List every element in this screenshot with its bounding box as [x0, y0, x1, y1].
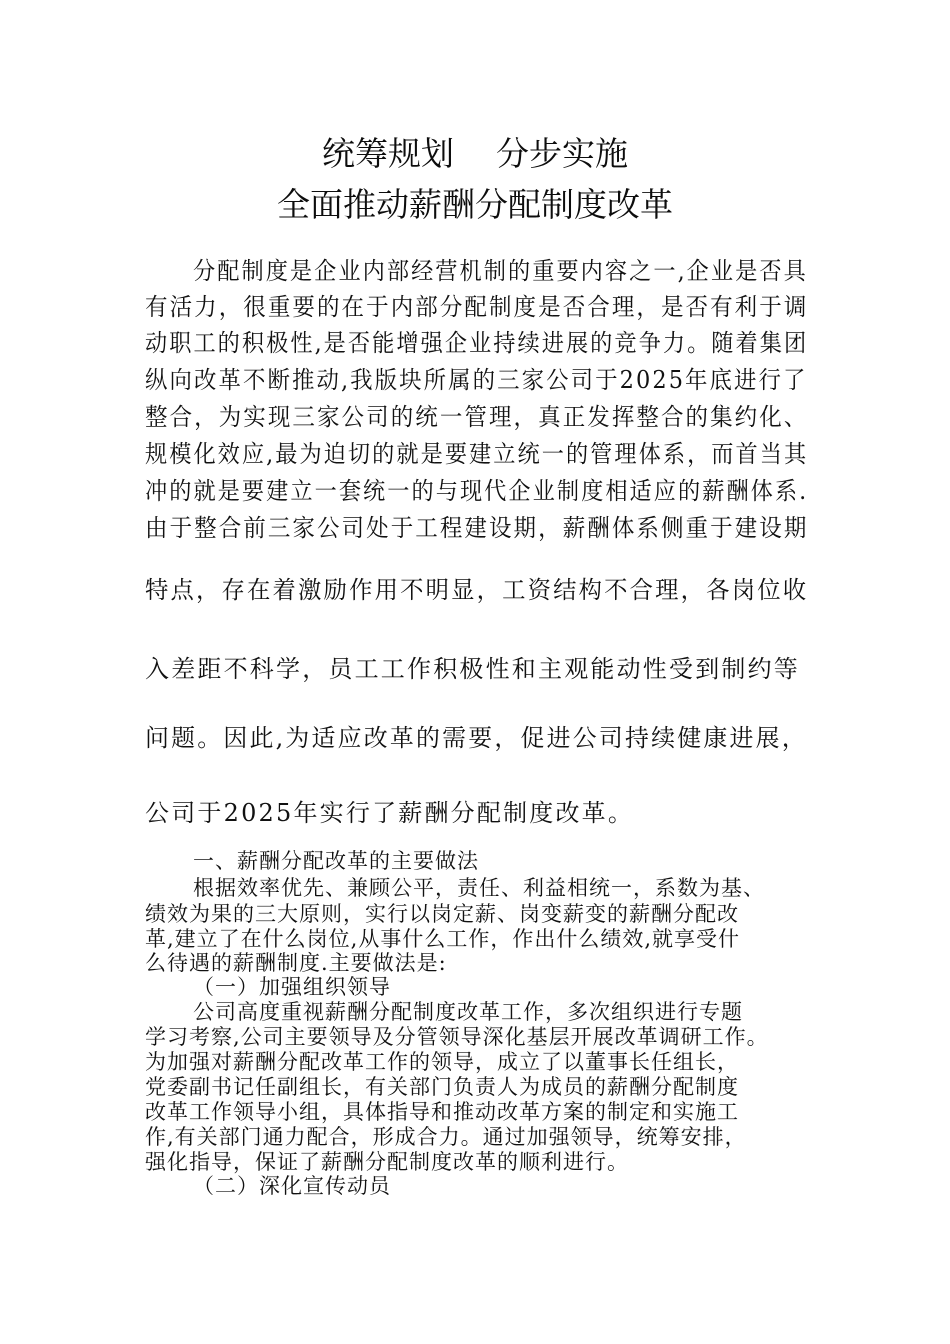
intro-line-5: 整合，为实现三家公司的统一管理，真正发挥整合的集约化、 — [145, 403, 809, 431]
body-line-4: 么待遇的薪酬制度.主要做法是: — [145, 951, 447, 975]
body-line-5: 公司高度重视薪酬分配制度改革工作，多次组织进行专题 — [193, 1000, 743, 1024]
intro-line-2: 有活力，很重要的在于内部分配制度是否合理，是否有利于调 — [145, 293, 809, 321]
body-line-9: 改革工作领导小组，具体指导和推动改革方案的制定和实施工 — [145, 1100, 739, 1124]
intro-line-8: 由于整合前三家公司处于工程建设期，薪酬体系侧重于建设期 — [145, 514, 809, 542]
intro-line-6: 规模化效应,最为迫切的就是要建立统一的管理体系，而首当其 — [145, 440, 809, 468]
body-line-3: 革,建立了在什么岗位,从事什么工作，作出什么绩效,就享受什 — [145, 927, 741, 951]
body-line-7: 为加强对薪酬分配改革工作的领导，成立了以董事长任组长， — [145, 1050, 739, 1074]
body-line-6: 学习考察,公司主要领导及分管领导深化基层开展改革调研工作。 — [145, 1025, 769, 1049]
intro-line-11: 问题。因此,为适应改革的需要，促进公司持续健康进展， — [145, 724, 808, 752]
title-line-2: 全面推动薪酬分配制度改革 — [277, 185, 673, 224]
intro-line-10: 入差距不科学，员工工作积极性和主观能动性受到制约等 — [145, 655, 800, 683]
title-line-1: 统筹规划 分步实施 — [322, 134, 628, 173]
subsection-heading-2: （二）深化宣传动员 — [193, 1174, 391, 1198]
body-line-11: 强化指导，保证了薪酬分配制度改革的顺利进行。 — [145, 1150, 629, 1174]
section-heading-1: 一、薪酬分配改革的主要做法 — [193, 849, 479, 873]
intro-line-7: 冲的就是要建立一套统一的与现代企业制度相适应的薪酬体系. — [145, 477, 809, 505]
intro-line-3: 动职工的积极性,是否能增强企业持续进展的竞争力。随着集团 — [145, 329, 809, 357]
subsection-heading-1: （一）加强组织领导 — [193, 975, 391, 999]
body-line-2: 绩效为果的三大原则，实行以岗定薪、岗变薪变的薪酬分配改 — [145, 902, 739, 926]
body-line-1: 根据效率优先、兼顾公平，责任、利益相统一，系数为基、 — [193, 876, 765, 900]
intro-line-4: 纵向改革不断推动,我版块所属的三家公司于2025年底进行了 — [145, 366, 808, 394]
body-line-10: 作,有关部门通力配合，形成合力。通过加强领导，统筹安排， — [145, 1125, 747, 1149]
intro-line-9: 特点，存在着激励作用不明显，工资结构不合理，各岗位收 — [145, 576, 809, 604]
intro-line-1: 分配制度是企业内部经营机制的重要内容之一,企业是否具 — [193, 257, 808, 285]
intro-line-12: 公司于2025年实行了薪酬分配制度改革。 — [145, 799, 635, 827]
body-line-8: 党委副书记任副组长，有关部门负责人为成员的薪酬分配制度 — [145, 1075, 739, 1099]
